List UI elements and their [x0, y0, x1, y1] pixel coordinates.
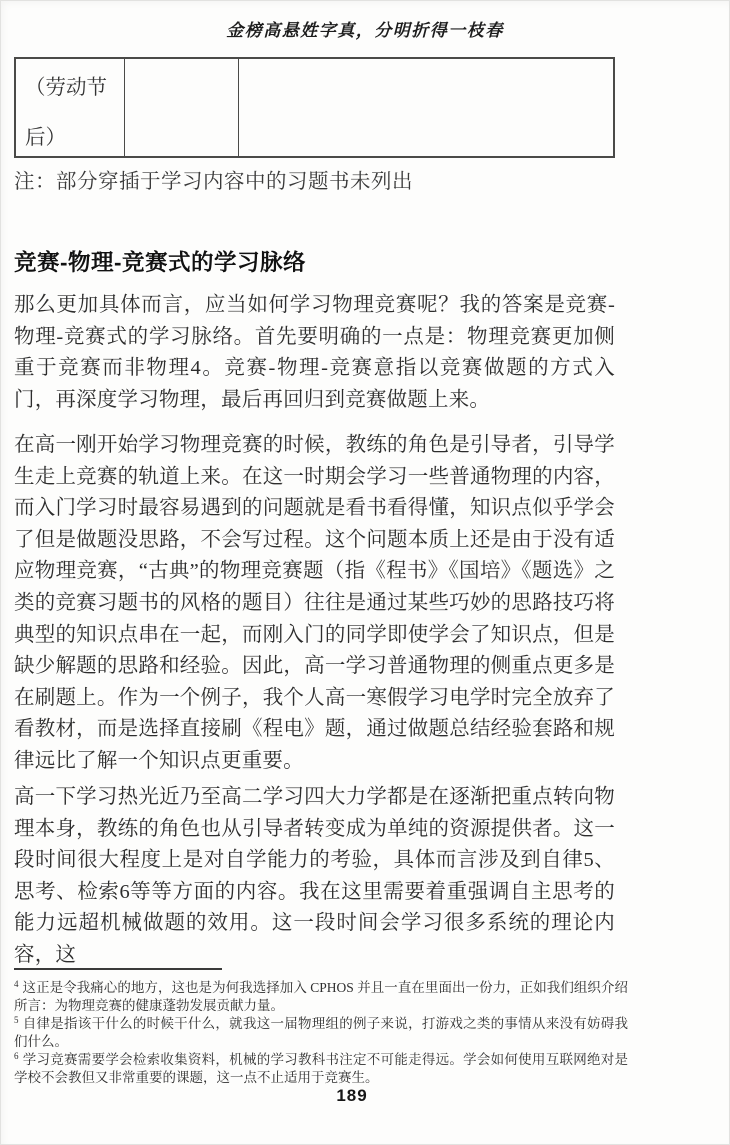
table-cell-period-line1: （劳动节 — [25, 77, 107, 99]
table-cell-period — [16, 59, 125, 156]
footnote-6 — [14, 1051, 628, 1086]
table-cell-empty-middle — [125, 59, 239, 156]
footnote-4-text: 这正是令我痛心的地方，这也是为何我选择加入 CPHOS 并且一直在里面出一份力，正如我们组织介绍所言：为物理竞赛的健康蓬勃发展贡献力量。 — [14, 980, 628, 1013]
schedule-table-fragment — [14, 57, 615, 158]
table-cell-empty-right — [239, 59, 613, 156]
footnote-5 — [14, 1015, 628, 1050]
paragraph-2: 在高一刚开始学习物理竞赛的时候，教练的角色是引导者，引导学生走上竞赛的轨道上来。在这一时期会学习一些普通物理的内容，而入门学习时最容易遇到的问题就是看书看得懂，知识点似乎学会了但是做题没思路，不会写过程。这个问题本质上还是由于没有适应物理竞赛，“古典”的物理竞赛题（指《程书》《国培》《题选》之类的竞赛习题书的风格的题目）往往是通过某些巧妙的思路技巧将典型的知识点串在一起，而刚入门的同学即使学会了知识点，但是缺少解题的思路和经验。因此，高一学习普通物理的侧重点更多是在刷题上。作为一个例子，我个人高一寒假学习电学时完全放弃了看教材，而是选择直接刷《程电》题，通过做题总结经验套路和规律远比了解一个知识点更重要。 — [14, 434, 615, 772]
footnote-6-marker: 6 — [14, 1050, 19, 1061]
header-poem: 金榜高悬姓字真，分明折得一枝春 — [226, 21, 504, 40]
footnote-4 — [14, 979, 628, 1014]
footnote-6-text: 学习竞赛需要学会检索收集资料，机械的学习教科书注定不可能走得远。学会如何使用互联网绝对是学校不会教但又非常重要的课题，这一点不止适用于竞赛生。 — [14, 1052, 628, 1085]
footnote-5-text: 自律是指该干什么的时候干什么，就我这一届物理组的例子来说，打游戏之类的事情从来没有妨碍我们什么。 — [14, 1016, 628, 1049]
table-cell-period-line2: 后） — [25, 127, 66, 149]
footnotes-block — [14, 979, 628, 1087]
paragraph-1: 那么更加具体而言，应当如何学习物理竞赛呢？我的答案是竞赛-物理-竞赛式的学习脉络。首先要明确的一点是：物理竞赛更加侧重于竞赛而非物理4。竞赛-物理-竞赛意指以竞赛做题的方式入门，再深度学习物理，最后再回归到竞赛做题上来。 — [14, 294, 615, 411]
table-note: 注：部分穿插于学习内容中的习题书未列出 — [14, 171, 413, 193]
page-number: 189 — [336, 1086, 368, 1105]
section-heading: 竞赛-物理-竞赛式的学习脉络 — [14, 250, 306, 275]
footnote-separator-rule — [14, 968, 222, 970]
paragraph-3: 高一下学习热光近乃至高二学习四大力学都是在逐渐把重点转向物理本身，教练的角色也从引导者转变成为单纯的资源提供者。这一段时间很大程度上是对自学能力的考验，具体而言涉及到自律5、思考、检索6等等方面的内容。我在这里需要着重强调自主思考的能力远超机械做题的效用。这一段时间会学习很多系统的理论内容，这 — [14, 786, 615, 966]
footnote-4-marker: 4 — [14, 978, 19, 989]
footnote-5-marker: 5 — [14, 1014, 19, 1025]
